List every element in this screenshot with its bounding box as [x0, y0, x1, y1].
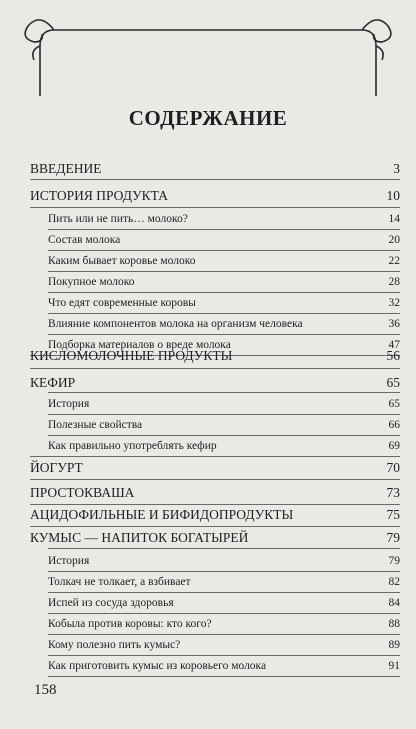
divider — [48, 229, 400, 230]
toc-subentry[interactable] — [48, 231, 400, 249]
entry-title: ВВЕДЕНИЕ — [30, 161, 102, 176]
divider — [48, 250, 400, 251]
page-title: СОДЕРЖАНИЕ — [128, 106, 288, 130]
toc-subentry[interactable] — [48, 437, 400, 455]
entry-page: 75 — [386, 507, 400, 522]
page-number: 158 — [34, 682, 57, 698]
entry-title: Как правильно употреблять кефир — [48, 440, 217, 452]
entry-page: 22 — [388, 255, 400, 267]
divider — [48, 334, 400, 335]
entry-page: 91 — [388, 660, 400, 672]
toc-entry[interactable] — [30, 374, 400, 392]
toc-subentry[interactable] — [48, 657, 400, 675]
entry-title: Состав молока — [48, 234, 121, 246]
entry-title: Каким бывает коровье молоко — [48, 255, 196, 267]
divider — [48, 613, 400, 614]
entry-title: АЦИДОФИЛЬНЫЕ И БИФИДОПРОДУКТЫ — [30, 507, 294, 522]
divider — [30, 207, 400, 208]
entry-title: Пить или не пить… молоко? — [48, 213, 188, 225]
entry-page: 56 — [386, 348, 400, 363]
entry-page: 36 — [388, 318, 400, 330]
divider — [30, 526, 400, 527]
divider — [30, 368, 400, 369]
entry-title: КИСЛОМОЛОЧНЫЕ ПРОДУКТЫ — [30, 348, 233, 363]
divider — [48, 676, 400, 677]
entry-page: 82 — [388, 576, 400, 588]
toc-subentry[interactable] — [48, 573, 400, 591]
entry-page: 65 — [388, 398, 400, 410]
toc-subentry[interactable] — [48, 210, 400, 228]
entry-title: Подборка материалов о вреде молока — [48, 339, 231, 351]
toc-entry[interactable] — [30, 160, 400, 178]
entry-title: Полезные свойства — [48, 419, 143, 431]
entry-page: 32 — [388, 297, 400, 309]
entry-page: 66 — [388, 419, 400, 431]
entry-title: Как приготовить кумыс из коровьего молока — [48, 660, 267, 672]
toc-subentry[interactable] — [48, 273, 400, 291]
entry-page: 70 — [386, 460, 400, 475]
entry-page: 3 — [393, 161, 400, 176]
entry-page: 65 — [386, 375, 400, 390]
entry-title: Покупное молоко — [48, 276, 135, 288]
divider — [48, 313, 400, 314]
entry-page: 79 — [388, 555, 400, 567]
entry-title: Кому полезно пить кумыс? — [48, 639, 181, 651]
divider — [48, 592, 400, 593]
entry-page: 84 — [388, 597, 400, 609]
entry-title: Влияние компонентов молока на организм человека — [48, 318, 303, 330]
entry-page: 14 — [388, 213, 400, 225]
entry-title: КУМЫС — НАПИТОК БОГАТЫРЕЙ — [30, 530, 249, 545]
entry-page: 28 — [388, 276, 400, 288]
entry-title: Испей из сосуда здоровья — [48, 597, 174, 609]
divider — [48, 548, 400, 549]
entry-page: 89 — [388, 639, 400, 651]
entry-title: ПРОСТОКВАША — [30, 485, 135, 500]
divider — [48, 414, 400, 415]
toc-subentry[interactable] — [48, 252, 400, 270]
toc-entry[interactable] — [30, 529, 400, 547]
toc-entry[interactable] — [30, 484, 400, 502]
entry-page: 10 — [386, 188, 400, 203]
divider — [48, 655, 400, 656]
toc-subentry[interactable] — [48, 395, 400, 413]
entry-page: 20 — [388, 234, 400, 246]
divider — [48, 292, 400, 293]
divider — [30, 456, 400, 457]
toc-entry[interactable] — [30, 187, 400, 205]
divider — [48, 435, 400, 436]
toc-subentry[interactable] — [48, 294, 400, 312]
entry-title: Толкач не толкает, а взбивает — [48, 576, 191, 588]
divider — [30, 179, 400, 180]
toc-subentry[interactable] — [48, 416, 400, 434]
toc-entry[interactable] — [30, 347, 400, 365]
entry-title: История — [48, 398, 90, 410]
entry-title: КЕФИР — [30, 375, 76, 390]
entry-title: Что едят современные коровы — [48, 297, 196, 309]
divider — [48, 271, 400, 272]
toc-subentry[interactable] — [48, 615, 400, 633]
toc-subentry[interactable] — [48, 636, 400, 654]
toc-subentry[interactable] — [48, 594, 400, 612]
divider — [30, 504, 400, 505]
entry-page: 73 — [386, 485, 400, 500]
toc-entry[interactable] — [30, 506, 400, 524]
divider — [48, 571, 400, 572]
entry-title: ЙОГУРТ — [30, 460, 83, 475]
divider — [48, 392, 400, 393]
toc-entry[interactable] — [30, 459, 400, 477]
entry-title: Кобыла против коровы: кто кого? — [48, 618, 212, 630]
divider — [30, 479, 400, 480]
toc-subentry[interactable] — [48, 552, 400, 570]
divider — [48, 634, 400, 635]
toc-subentry[interactable] — [48, 315, 400, 333]
entry-page: 79 — [386, 530, 400, 545]
entry-title: История — [48, 555, 90, 567]
entry-title: ИСТОРИЯ ПРОДУКТА — [30, 188, 168, 203]
entry-page: 47 — [388, 339, 400, 351]
entry-page: 88 — [388, 618, 400, 630]
entry-page: 69 — [388, 440, 400, 452]
